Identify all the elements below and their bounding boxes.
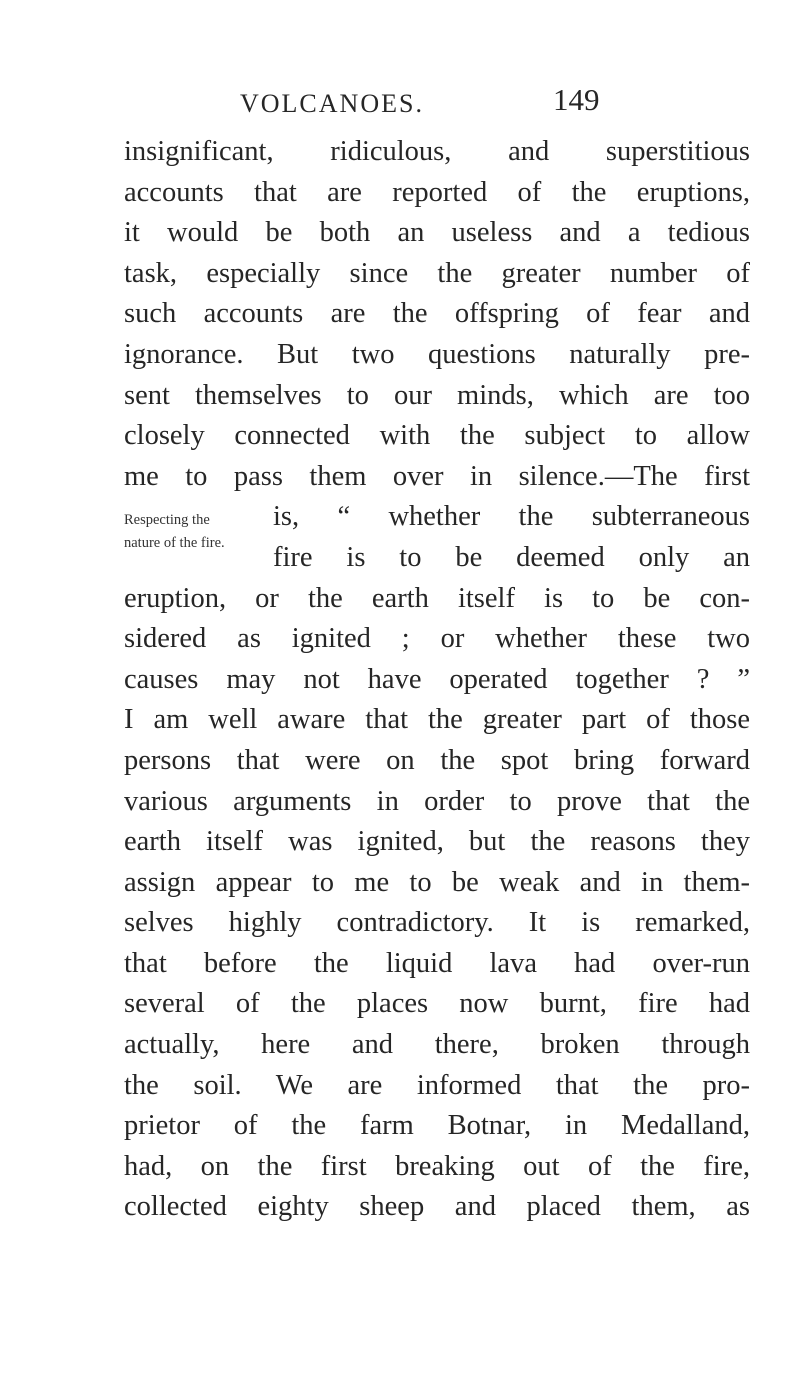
text-line: persons that were on the spot bring forward [124,744,750,776]
text-line: that before the liquid lava had over-run [124,947,750,979]
text-line: causes may not have operated together ? ” [124,663,750,695]
text-line: me to pass them over in silence.—The first [124,460,750,492]
text-line: such accounts are the offspring of fear and [124,298,750,330]
text-line: earth itself was ignited, but the reasons they [124,826,750,858]
text-line: accounts that are reported of the eruptions, [124,176,750,208]
text-line: actually, here and there, broken through [124,1029,750,1061]
text-line: selves highly contradictory. It is remarked, [124,907,750,939]
running-title: VOLCANOES. [240,89,424,118]
text-line: several of the places now burnt, fire had [124,988,750,1020]
marginal-note-line: nature of the fire. [124,535,225,551]
text-line: I am well aware that the greater part of those [124,704,750,736]
text-line: collected eighty sheep and placed them, as [124,1191,750,1223]
text-line: fire is to be deemed only an [273,541,750,573]
text-line: closely connected with the subject to allow [124,420,750,452]
text-line: had, on the first breaking out of the fire, [124,1150,750,1182]
page-number: 149 [553,82,600,117]
body-text [124,132,750,1228]
text-line: it would be both an useless and a tedious [124,217,750,249]
text-line: task, especially since the greater number of [124,257,750,289]
running-head [0,84,800,124]
text-line: insignificant, ridiculous, and superstitious [124,136,750,167]
text-line: sidered as ignited ; or whether these two [124,623,750,655]
text-line: sent themselves to our minds, which are too [124,379,750,411]
text-line: eruption, or the earth itself is to be con- [124,582,750,614]
text-line: ignorance. But two questions naturally pre- [124,338,750,370]
text-line: is, “ whether the subterraneous [273,501,750,533]
text-line: prietor of the farm Botnar, in Medalland, [124,1110,750,1142]
marginal-note-line: Respecting the [124,512,210,528]
text-line: various arguments in order to prove that the [124,785,750,817]
text-line: the soil. We are informed that the pro- [124,1069,750,1101]
text-line: assign appear to me to be weak and in them- [124,866,750,898]
